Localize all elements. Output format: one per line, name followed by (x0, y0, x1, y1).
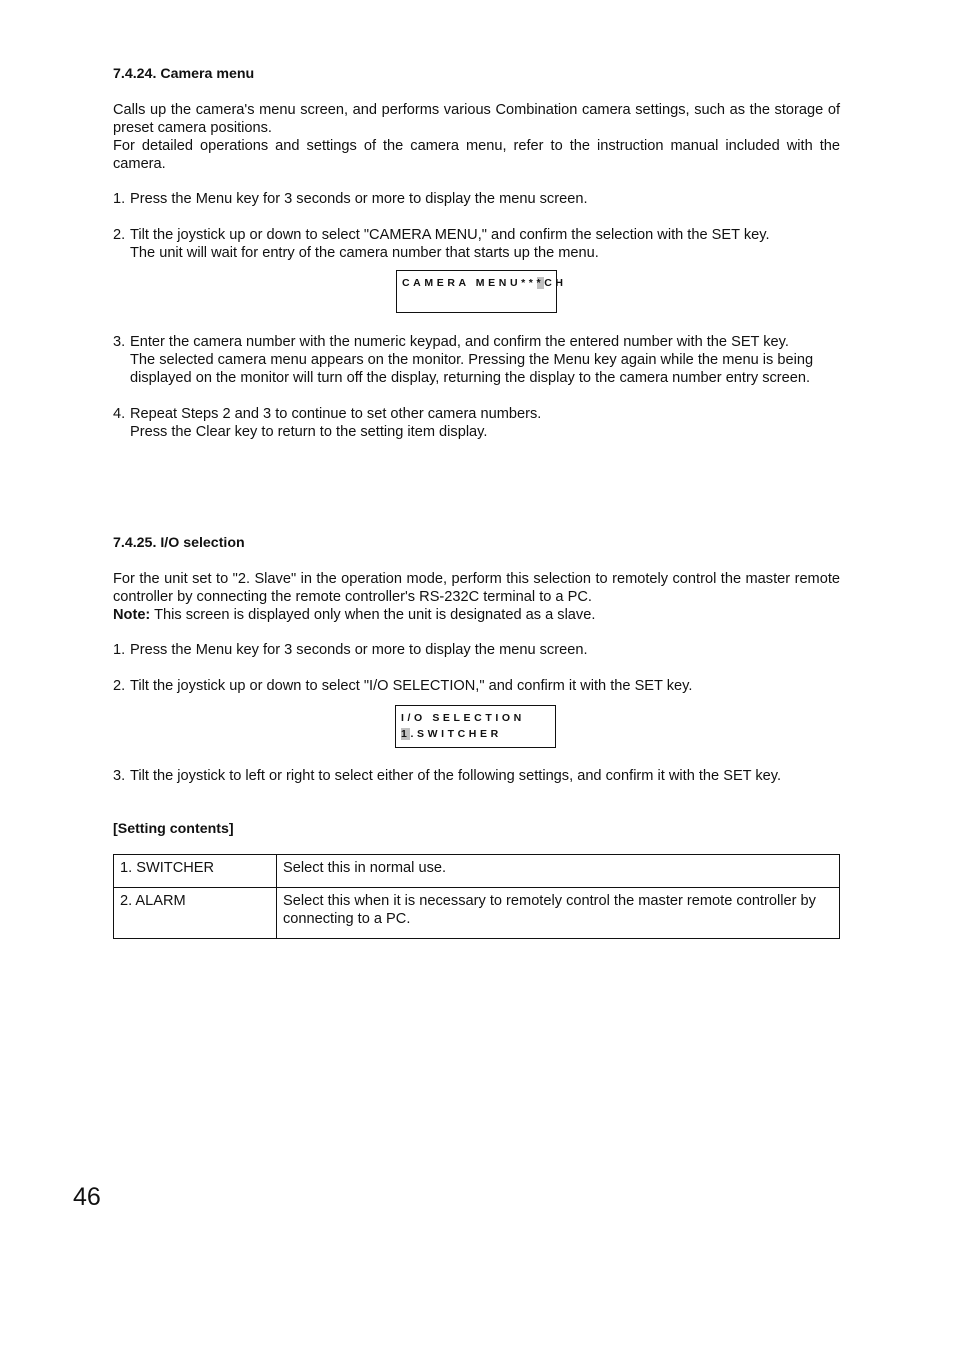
camera-menu-intro (113, 101, 840, 173)
step-number: 3. (113, 768, 126, 784)
camera-menu-display (396, 270, 567, 313)
step-text: Press the Menu key for 3 seconds or more to display the menu screen. (130, 191, 588, 207)
step-text: The selected camera menu appears on the monitor. Pressing the Menu key again while the menu is being (130, 352, 814, 368)
setting-cell: 2. ALARM (114, 888, 277, 939)
step-text: Press the Menu key for 3 seconds or more to display the menu screen. (130, 642, 588, 658)
step-text: Enter the camera number with the numeric keypad, and confirm the entered number with the SET key. (130, 334, 789, 350)
setting-contents-heading: [Setting contents] (113, 821, 234, 837)
io-selection-step-2 (113, 677, 840, 695)
io-selection-step-1 (113, 641, 840, 659)
display-text: CH (544, 277, 567, 289)
step-text: Tilt the joystick up or down to select "CAMERA MENU," and confirm the selection with the SET key. (130, 227, 770, 243)
page-number: 46 (73, 1183, 101, 1211)
io-selection-intro (113, 570, 840, 624)
step-number: 4. (113, 406, 126, 422)
camera-menu-step-4 (113, 405, 840, 441)
description-cell: Select this in normal use. (277, 855, 840, 888)
camera-menu-step-2 (113, 226, 840, 262)
display-line-2 (401, 726, 555, 742)
setting-cell: 1. SWITCHER (114, 855, 277, 888)
display-text: CAMERA MENU** (402, 277, 537, 289)
step-text: Repeat Steps 2 and 3 to continue to set other camera numbers. (130, 406, 542, 422)
display-cursor: 1 (401, 728, 411, 740)
io-selection-display (395, 705, 556, 748)
step-number: 1. (113, 191, 126, 207)
step-text: The unit will wait for entry of the camera number that starts up the menu. (130, 245, 599, 261)
step-text: Tilt the joystick to left or right to select either of the following settings, and confirm it with the SET key. (130, 768, 782, 784)
table-row (114, 855, 840, 888)
step-number: 2. (113, 227, 126, 243)
section-heading-camera-menu: 7.4.24. Camera menu (113, 66, 255, 82)
description-cell: Select this when it is necessary to remotely control the master remote controller by connecting to a PC. (277, 888, 840, 939)
step-text: displayed on the monitor will turn off the display, returning the display to the camera number entry screen. (130, 370, 811, 386)
step-number: 2. (113, 678, 126, 694)
display-text: .SWITCHER (410, 728, 502, 740)
intro-paragraph: Calls up the camera's menu screen, and performs various Combination camera settings, such as the storage of preset camera positions. (113, 102, 840, 136)
table-row (114, 888, 840, 939)
camera-menu-step-3 (113, 333, 840, 387)
note-label: Note: (113, 607, 151, 623)
intro-paragraph: For detailed operations and settings of the camera menu, refer to the instruction manual included with the camera. (113, 138, 840, 172)
note-text: This screen is displayed only when the unit is designated as a slave. (150, 607, 596, 623)
camera-menu-step-1 (113, 190, 840, 208)
intro-paragraph: For the unit set to "2. Slave" in the operation mode, perform this selection to remotely control the master remote controller by connecting the remote controller's RS-232C terminal to a PC. (113, 571, 840, 605)
step-text: Press the Clear key to return to the setting item display. (130, 424, 488, 440)
step-text: Tilt the joystick up or down to select "I/O SELECTION," and confirm it with the SET key. (130, 678, 693, 694)
section-heading-io-selection: 7.4.25. I/O selection (113, 535, 245, 551)
step-number: 3. (113, 334, 126, 350)
step-number: 1. (113, 642, 126, 658)
note (113, 606, 840, 624)
setting-contents-table (113, 854, 840, 939)
display-line-1: I/O SELECTION (401, 712, 525, 724)
display-cursor: * (536, 277, 545, 289)
io-selection-step-3 (113, 767, 840, 785)
